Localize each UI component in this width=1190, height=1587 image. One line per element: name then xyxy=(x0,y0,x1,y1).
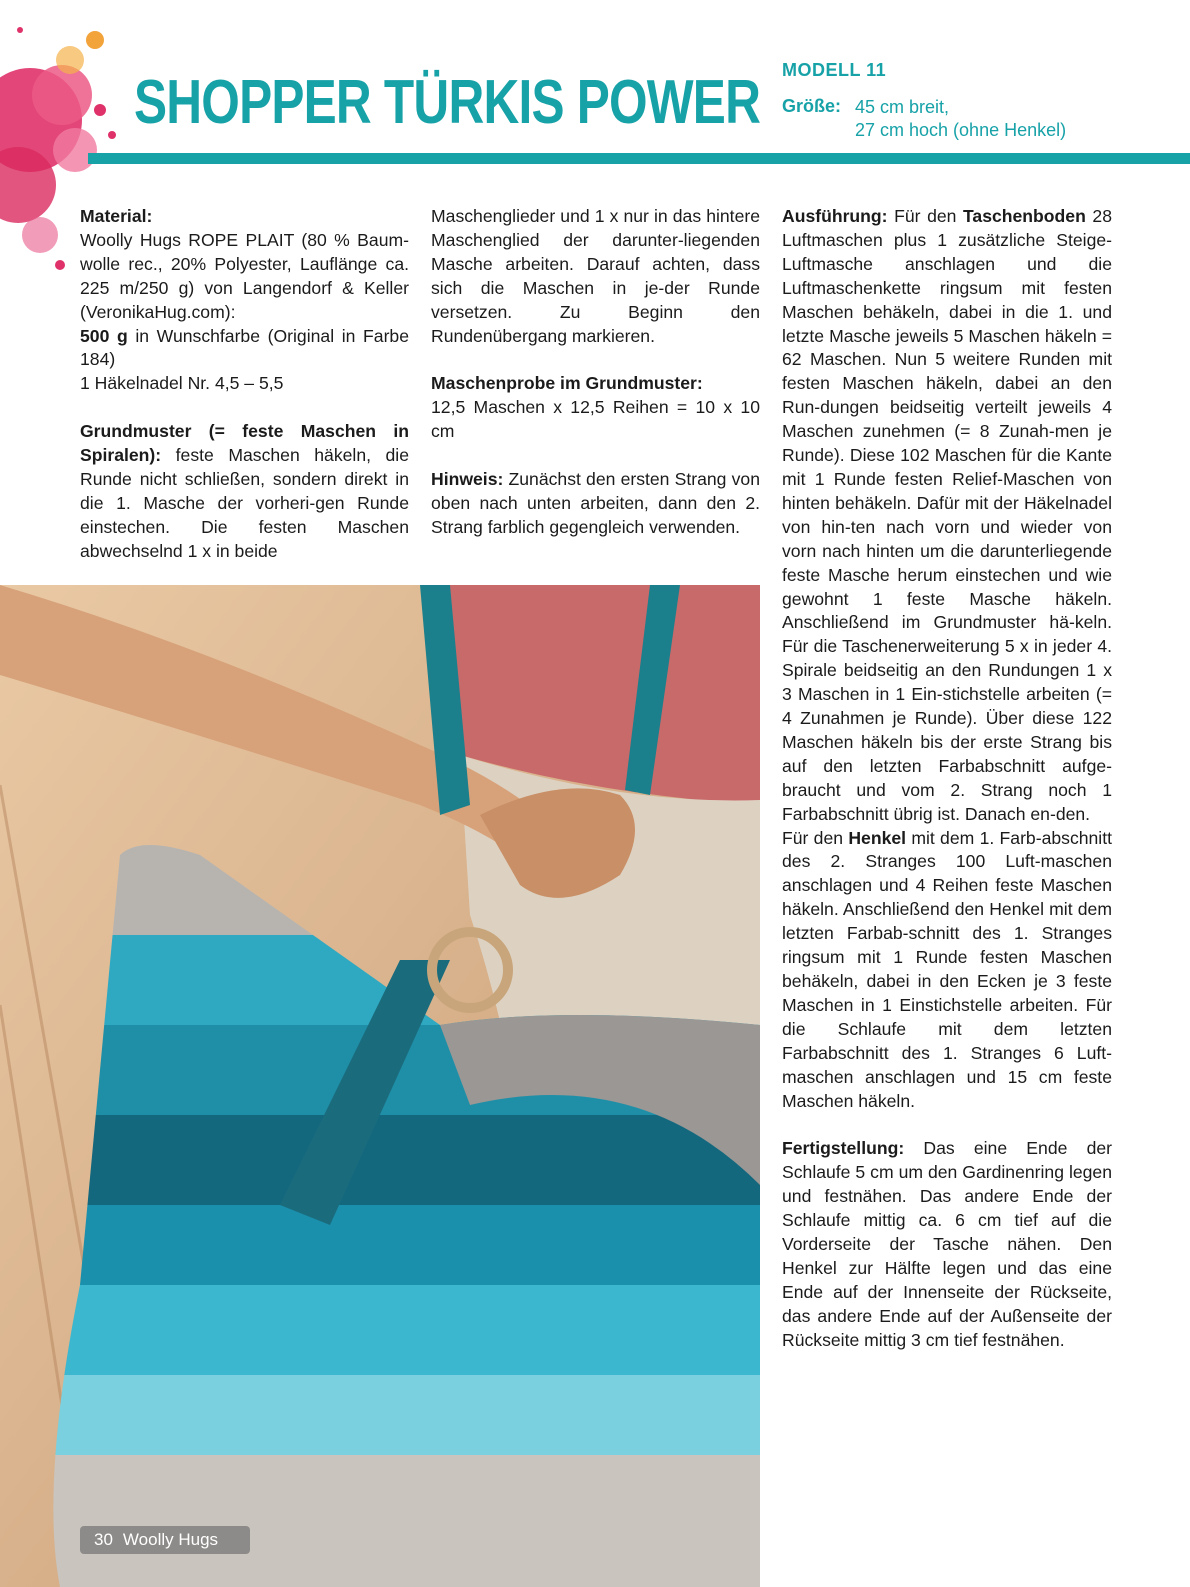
shopper-bag-photo xyxy=(0,585,760,1587)
hinweis-heading: Hinweis: xyxy=(431,469,504,490)
grundmuster-continued: Maschenglieder und 1 x nur in das hintere Maschenglied der darunter-liegenden Masche arbeiten. Darauf achten, dass sich die Maschen in je-der Runde versetzen. Zu Beginn den Rundenübergang markieren. xyxy=(431,206,760,346)
henkel-text: mit dem 1. Farb-abschnitt des 2. Stranges 100 Luft-maschen anschlagen und 4 Reihen feste Maschen häkeln. Anschließend den Henkel mit dem letzten Farbab-schnitt des 1. Stranges ringsum mit 1 Runde festen Maschen behäkeln, dabei in den Ecken je 3 feste Maschen in 1 Einstichstelle arbeiten. Für die Schlaufe mit dem letzten Farbabschnitt des 1. Stranges 6 Luft-maschen anschlagen und 15 cm feste Maschen häkeln. xyxy=(782,827,1112,1111)
column-instructions xyxy=(782,205,1112,1353)
column-pattern xyxy=(431,205,760,540)
ausfuehrung-paragraph: Ausführung: Für den Taschenboden 28 Luftmaschen plus 1 zusätzliche Steige-Luftmasche anschlagen und die Luftmaschenkette ringsum mit festen Maschen behäkeln, dabei in die 1. und letzte Masche jeweils 5 Maschen häkeln = 62 Maschen. Nun 5 weitere Runden mit festen Maschen häkeln, dabei an den Run-dungen beidseitig verteilt jeweils 4 Maschen zunehmen (= 8 Zunah-men je Runde). Diese 102 Maschen für die Kante mit 1 Runde festen Relief-Maschen von hinten behäkeln. Dafür mit der Häkelnadel von hin-ten nach vorn und wieder von vorn nach hinten um die darunterliegende feste Masche herum einstechen und wie gewohnt 1 feste Masche häkeln. Anschließend im Grundmuster hä-keln. Für die Taschenerweiterung 5 x in jeder 4. Spirale beidseitig an den Rundungen 1 x 3 Maschen in 1 Ein-stichstelle arbeiten (= 4 Zunahmen je Runde). Über diese 122 Maschen häkeln bis der erste Strang bis auf den letzten Farbabschnitt aufge-braucht und vom 2. Strang noch 1 Farbabschnitt übrig ist. Danach en-den. xyxy=(782,206,1112,824)
hinweis-paragraph xyxy=(431,468,760,540)
henkel-bold: Henkel xyxy=(848,827,907,848)
hinweis-text: Zunächst den ersten Strang von oben nach unten arbeiten, dann den 2. Strang farblich gegengleich verwenden. xyxy=(431,469,760,537)
fertigstellung-heading: Fertigstellung: xyxy=(782,1138,905,1159)
grundmuster-text: feste Maschen häkeln, die Runde nicht schließen, sondern direkt in die 1. Masche der vorheri-gen Runde einstechen. Die festen Maschen abwechselnd 1 x in beide xyxy=(80,445,409,561)
page-number: 30 xyxy=(94,1530,113,1549)
header-rule xyxy=(88,153,1190,164)
ausfuehrung-heading: Ausführung: xyxy=(782,206,888,226)
maschenprobe-heading: Maschenprobe im Grundmuster: xyxy=(431,373,703,394)
size-label: Größe: xyxy=(782,96,842,116)
column-material xyxy=(80,205,409,564)
maschenprobe-text: 12,5 Maschen x 12,5 Reihen = 10 x 10 cm xyxy=(431,397,760,442)
amount-line xyxy=(80,325,409,373)
henkel-paragraph: Für den Henkel mit dem 1. Farb-abschnitt des 2. Stranges 100 Luft-maschen anschlagen und 4 Reihen feste Maschen häkeln. Anschließend den Henkel mit dem letzten Farbab-schnitt des 1. Stranges ringsum mit 1 Runde festen Maschen behäkeln, dabei in den Ecken je 3 feste Maschen in 1 Einstichstelle arbeiten. Für die Schlaufe mit dem letzten Farbabschnitt des 1. Stranges 6 Luft-maschen anschlagen und 15 cm feste Maschen häkeln. xyxy=(782,827,1112,1111)
material-text: Woolly Hugs ROPE PLAIT (80 % Baum-wolle rec., 20% Polyester, Lauflänge ca. 225 m/250 g) von Langendorf & Keller (VeronikaHug.com): xyxy=(80,229,409,322)
fertigstellung-text: Das eine Ende der Schlaufe 5 cm um den Gardinenring legen und festnähen. Das andere Ende der Schlaufe mittig ca. 6 cm tief auf die Vorderseite der Tasche nähen. Den Henkel zur Hälfte legen und das eine Ende auf der Innenseite der Rückseite, das andere Ende auf der Außenseite der Rückseite mittig 3 cm tief festnähen. xyxy=(782,1138,1112,1350)
size-width: 45 cm breit, xyxy=(855,97,950,117)
page-footer xyxy=(80,1526,250,1554)
ausfuehrung-text: 28 Luftmaschen plus 1 zusätzliche Steige-Luftmasche anschlagen und die Luftmaschenkette ringsum mit festen Maschen behäkeln, dabei in die 1. und letzte Masche jeweils 5 Maschen häkeln = 62 Maschen. Nun 5 weitere Runden mit festen Maschen häkeln, dabei an den Run-dungen beidseitig verteilt jeweils 4 Maschen zunehmen (= 8 Zunah-men je Runde). Diese 102 Maschen für die Kante mit 1 Runde festen Relief-Maschen von hinten behäkeln. Dafür mit der Häkelnadel von hin-ten nach vorn und wieder von vorn nach hinten um die darunterliegende feste Masche herum einstechen und wie gewohnt 1 feste Masche häkeln. Anschließend im Grundmuster hä-keln. Für die Taschenerweiterung 5 x in jeder 4. Spirale beidseitig an den Rundungen 1 x 3 Maschen in 1 Ein-stichstelle arbeiten (= 4 Zunahmen je Runde). Über diese 122 Maschen häkeln bis der erste Strang bis auf den letzten Farbabschnitt aufge-braucht und vom 2. Strang noch 1 Farbabschnitt übrig ist. Danach en-den. xyxy=(782,206,1112,824)
grundmuster-heading: Grundmuster (= feste Maschen in Spiralen): xyxy=(80,421,409,466)
grundmuster-paragraph xyxy=(80,420,409,563)
hook-line: 1 Häkelnadel Nr. 4,5 – 5,5 xyxy=(80,373,284,394)
amount-bold: 500 g xyxy=(80,325,128,346)
amount-text: in Wunschfarbe (Original in Farbe 184) xyxy=(80,325,410,370)
page-title: SHOPPER TÜRKIS POWER xyxy=(134,68,761,137)
fertigstellung-paragraph xyxy=(782,1137,1112,1352)
taschenboden-bold: Taschenboden xyxy=(962,206,1086,226)
material-heading: Material: xyxy=(80,206,153,226)
size-height: 27 cm hoch (ohne Henkel) xyxy=(855,120,1067,140)
model-label: MODELL 11 xyxy=(782,60,887,80)
footer-brand: Woolly Hugs xyxy=(122,1530,219,1549)
size-values xyxy=(855,96,1066,142)
